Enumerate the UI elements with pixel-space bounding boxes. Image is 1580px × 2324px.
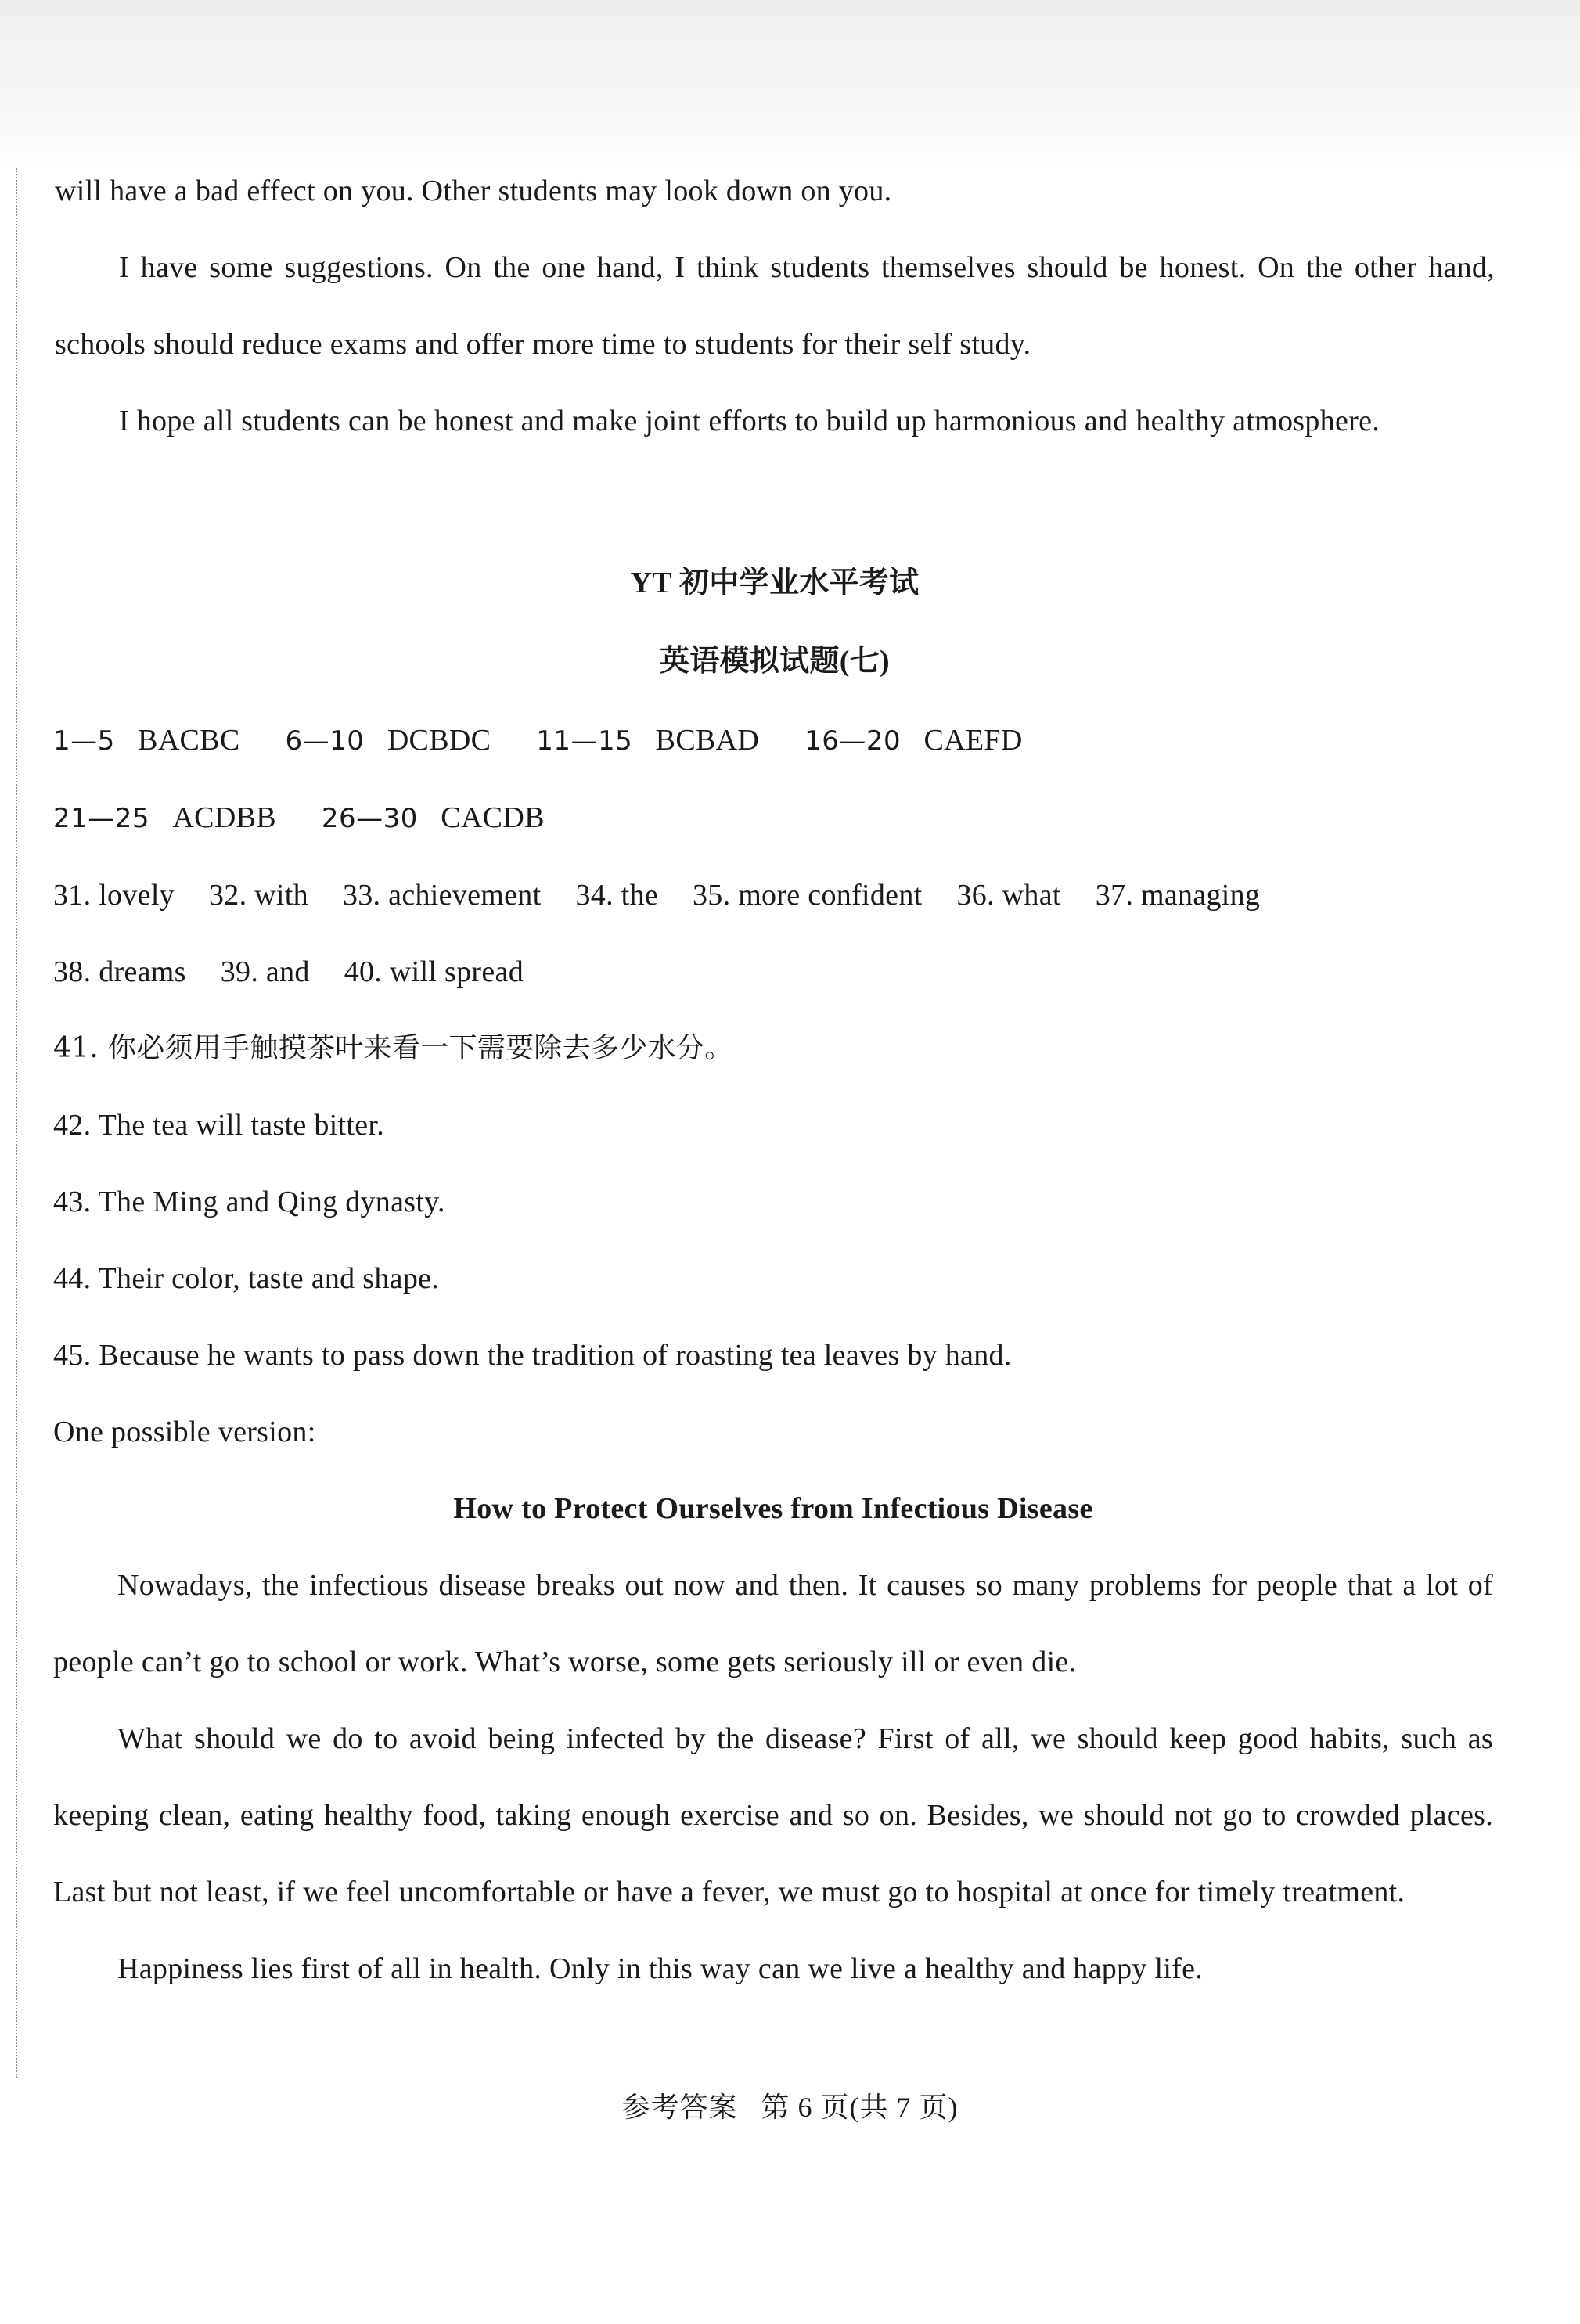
fill-answer: 33. achievement [342,879,542,912]
section-subtitle: 英语模拟试题(七) [659,645,890,678]
sample-essay-paragraph-3: Happiness lies first of all in health. Only in this way can we live a healthy and happy life. [117,1952,1204,1985]
fill-answers-row-2 [53,934,1493,1010]
fill-answer: 34. the [575,879,658,912]
choice-group: 21—25 ACDBB [53,801,276,834]
fill-answer: 36. what [956,879,1061,912]
footer-label: 参考答案 [621,2092,738,2123]
binding-fold-line [16,168,17,2078]
footer-page-number: 第 6 页(共 7 页) [761,2092,959,2123]
section-title: YT 初中学业水平考试 [630,567,920,599]
fill-answer: 38. dreams [53,955,186,988]
fill-answer: 39. and [220,955,310,988]
choice-group: 6—10 DCBDC [285,724,491,757]
reading-answer-43: 43. The Ming and Qing dynasty. [53,1185,445,1218]
section-heading [55,544,1495,700]
essay-line: will have a bad effect on you. Other students may look down on you. [55,174,892,207]
fill-answer: 40. will spread [344,955,524,988]
choice-group: 11—15 BCBAD [536,724,760,757]
essay-paragraph: I hope all students can be honest and make joint efforts to build up harmonious and healthy atmosphere. [119,405,1380,437]
reading-answer-44: 44. Their color, taste and shape. [53,1262,440,1295]
sample-essay-intro: One possible version: [53,1416,316,1448]
reading-answer-42: 42. The tea will taste bitter. [53,1109,385,1142]
fill-answer: 37. managing [1095,879,1261,912]
sample-essay-paragraph-2: What should we do to avoid being infected by the disease? First of all, we should keep good habits, such as keeping clean, eating healthy food, taking enough exercise and so on. Besides, we should not go to crowded places. Last but not least, if we feel uncomfortable or have a fever, we must go to hospital at once for timely treatment. [53,1722,1493,1908]
reading-answer-41: 41. 你必须用手触摸茶叶来看一下需要除去多少水分。 [53,1032,733,1064]
choice-group: 16—20 CAEFD [804,724,1023,757]
fill-answer: 31. lovely [53,879,175,912]
choice-answers-row-1 [53,702,1493,779]
choice-group: 1—5 BACBC [53,724,240,757]
fill-answers-row-1 [53,857,1493,934]
reading-answer-45: 45. Because he wants to pass down the tradition of roasting tea leaves by hand. [53,1339,1012,1372]
sample-essay-paragraph-1: Nowadays, the infectious disease breaks out now and then. It causes so many problems for people that a lot of people can’t go to school or work. What’s worse, some gets seriously ill or even die. [53,1569,1493,1678]
essay-paragraph: I have some suggestions. On the one hand, I think students themselves should be honest. On the other hand, schools should reduce exams and offer more time to students for their self study. [55,251,1495,361]
choice-answers-row-2 [53,779,1493,857]
choice-group: 26—30 CACDB [321,801,545,834]
fill-answer: 35. more confident [693,879,923,912]
page-footer [0,2085,1580,2125]
previous-essay-continued [55,153,1495,459]
sample-essay-title: How to Protect Ourselves from Infectious Disease [453,1492,1093,1525]
answers-block [53,702,1493,2007]
fill-answer: 32. with [208,879,308,912]
